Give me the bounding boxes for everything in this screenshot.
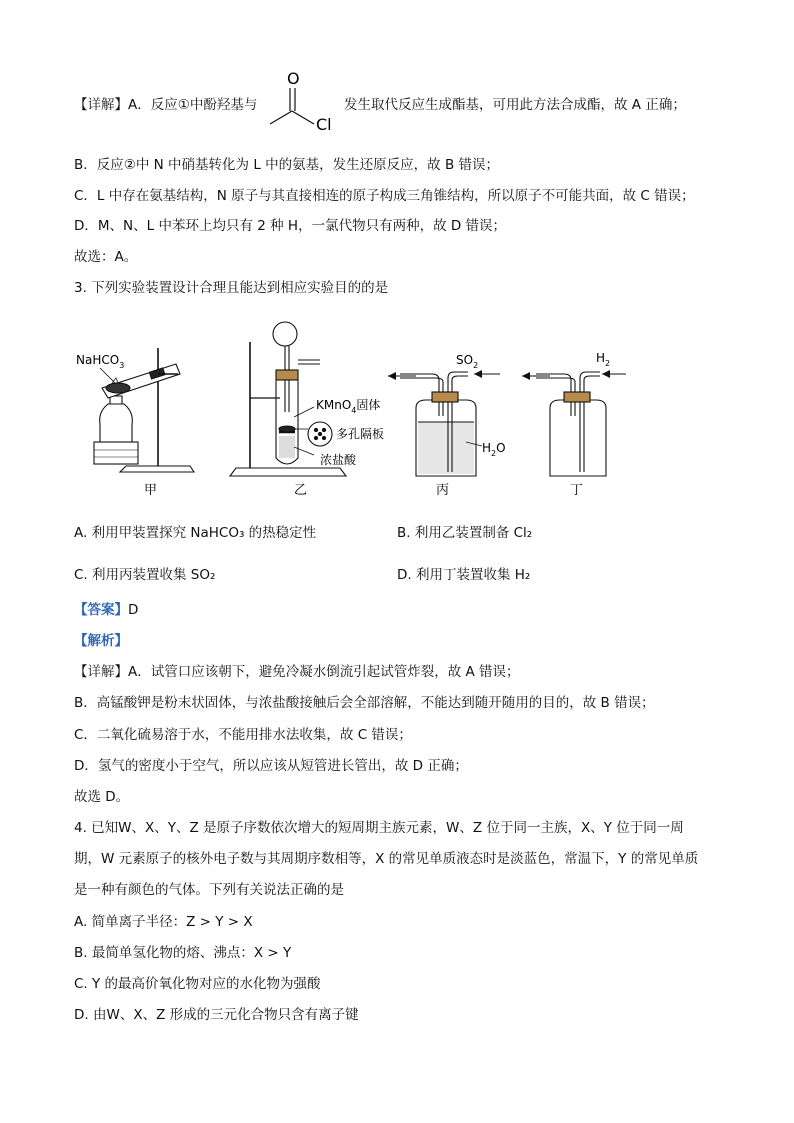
q4-option-d: D. 由W、X、Z 形成的三元化合物只含有离子键 bbox=[74, 1007, 359, 1023]
apparatus-ding bbox=[536, 372, 606, 476]
caption-yi: 乙 bbox=[294, 483, 308, 498]
caption-jia: 甲 bbox=[144, 483, 158, 498]
q3-choice: 故选 D。 bbox=[74, 789, 130, 805]
answer-value: D bbox=[128, 602, 139, 618]
q3-answer bbox=[74, 598, 138, 618]
acyl-oxygen-label: O bbox=[287, 69, 300, 88]
q2-detail-a-suffix: 发生取代反应生成酯基，可用此方法合成酯，故 A 正确； bbox=[344, 97, 686, 113]
q2-choice: 故选：A。 bbox=[74, 249, 138, 265]
bing-gas-label: $SO_2$ bbox=[456, 353, 479, 370]
apparatus-bing bbox=[400, 372, 476, 476]
answer-label: 【答案】 bbox=[74, 602, 128, 618]
yi-solid-label: KMnO$_4$固体 bbox=[316, 398, 381, 415]
yi-plate-label: 多孔隔板 bbox=[336, 427, 385, 441]
ding-gas-label: $H_2$ bbox=[596, 351, 611, 368]
q3-option-a: A. 利用甲装置探究 NaHCO₃ 的热稳定性 bbox=[74, 525, 317, 541]
jia-reagent-label: NaHCO$_3$ bbox=[76, 353, 125, 370]
q4-option-c: C. Y 的最高价氧化物对应的水化物为强酸 bbox=[74, 976, 321, 992]
q2-detail-d: D．M、N、L 中苯环上均只有 2 种 H，一氯代物只有两种，故 D 错误； bbox=[74, 218, 507, 234]
q3-detail-a: 【详解】A．试管口应该朝下，避免冷凝水倒流引起试管炸裂，故 A 错误； bbox=[74, 664, 520, 680]
caption-bing: 丙 bbox=[436, 483, 450, 498]
q4-option-b: B. 最简单氢化物的熔、沸点：X > Y bbox=[74, 945, 292, 961]
bing-liquid-label: $H_2O$ bbox=[482, 441, 506, 458]
caption-ding: 丁 bbox=[570, 483, 584, 498]
q2-detail-a-prefix: 【详解】A．反应①中酚羟基与 bbox=[74, 97, 258, 113]
q3-detail-d: D．氢气的密度小于空气，所以应该从短管进长管出，故 D 正确； bbox=[74, 758, 468, 774]
q3-apparatus-figure bbox=[70, 312, 630, 502]
q2-detail-b: B．反应②中 N 中硝基转化为 L 中的氨基，发生还原反应，故 B 错误； bbox=[74, 157, 499, 173]
acyl-chloride-structure bbox=[264, 66, 354, 136]
acyl-chlorine-label: Cl bbox=[316, 115, 332, 134]
q3-option-c: C. 利用丙装置收集 SO₂ bbox=[74, 567, 216, 583]
q3-detail-b: B．高锰酸钾是粉末状固体，与浓盐酸接触后会全部溶解，不能达到随开随用的目的，故 B 错误； bbox=[74, 695, 655, 711]
q3-option-d: D. 利用丁装置收集 H₂ bbox=[397, 567, 531, 583]
q3-detail-c: C．二氧化硫易溶于水，不能用排水法收集，故 C 错误； bbox=[74, 727, 412, 743]
q4-option-a: A. 简单离子半径：Z > Y > X bbox=[74, 914, 253, 930]
q2-detail-c: C．L 中存在氨基结构，N 原子与其直接相连的原子构成三角锥结构，所以原子不可能共面，故 C 错误； bbox=[74, 188, 695, 204]
q4-stem-line-1: 4. 已知W、X、Y、Z 是原子序数依次增大的短周期主族元素，W、Z 位于同一主族，X、Y 位于同一周 bbox=[74, 820, 684, 836]
q3-stem: 3. 下列实验装置设计合理且能达到相应实验目的的是 bbox=[74, 280, 389, 296]
yi-acid-label: 浓盐酸 bbox=[320, 453, 357, 467]
q3-analysis-label: 【解析】 bbox=[74, 633, 128, 649]
q4-stem-line-3: 是一种有颜色的气体。下列有关说法正确的是 bbox=[74, 882, 344, 898]
q4-stem-line-2: 期，W 元素原子的核外电子数与其周期序数相等，X 的常见单质液态时是淡蓝色，常温下，Y 的常见单质 bbox=[74, 851, 699, 867]
q3-option-b: B. 利用乙装置制备 Cl₂ bbox=[397, 525, 533, 541]
